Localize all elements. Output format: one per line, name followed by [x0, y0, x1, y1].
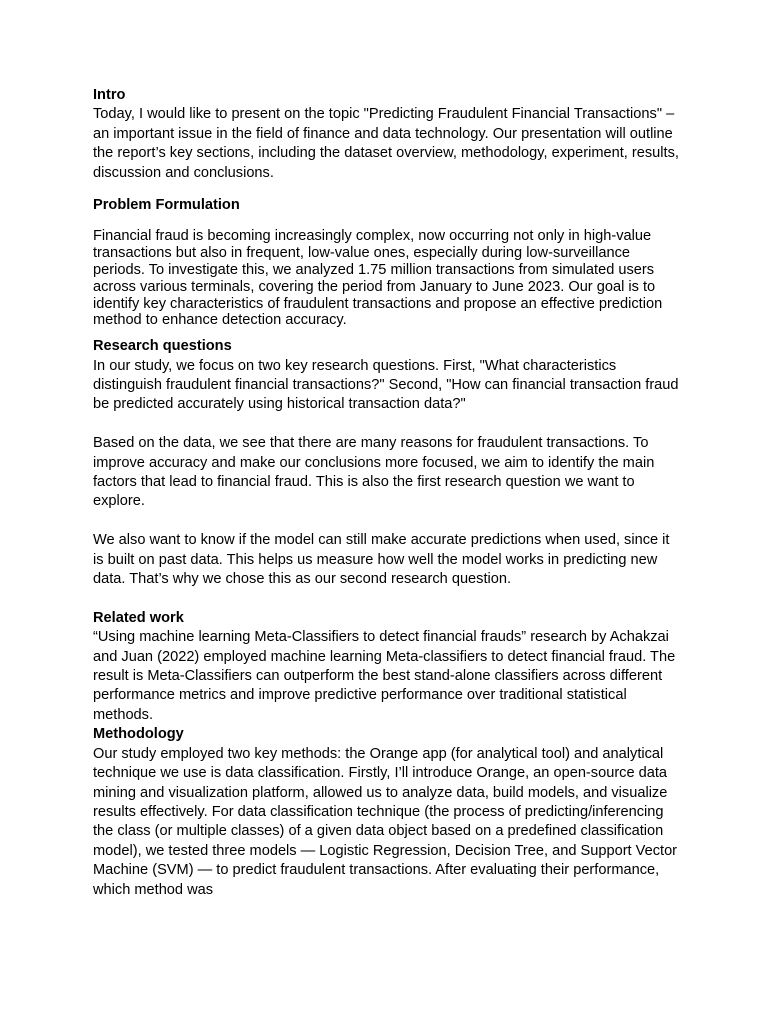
research-questions-paragraph-2: Based on the data, we see that there are many reasons for fraudulent transactions. To improve accuracy and make our conclusions more focused, we aim to identify the main factors that lead to financial fraud. This is also the first research question we want to explore.	[93, 435, 655, 510]
research-questions-paragraph-1: In our study, we focus on two key research questions. First, "What characteristics distinguish fraudulent financial transactions?" Second, "How can financial transaction fraud be predicted accurately using historical transaction data?"	[93, 357, 679, 413]
research-questions-paragraph-3: We also want to know if the model can still make accurate predictions when used, since it is built on past data. This helps us measure how well the model works in predicting new data. That’s why we chose this as our second research question.	[93, 532, 670, 588]
related-work-heading: Related work	[93, 609, 184, 626]
document-page	[93, 86, 683, 900]
research-questions-heading: Research questions	[93, 338, 232, 355]
intro-paragraph: Today, I would like to present on the topic "Predicting Fraudulent Financial Transactions" – an important issue in the field of finance and data technology. Our presentation will outline the report’s key sections, including the dataset overview, methodology, experiment, results, discussion and conclusions.	[93, 106, 679, 181]
intro-heading: Intro	[93, 87, 126, 103]
problem-formulation-paragraph: Financial fraud is becoming increasingly complex, now occurring not only in high-value transactions but also in frequent, low-value ones, especially during low-surveillance periods. To investigate this, we analyzed 1.75 million transactions from simulated users across various terminals, covering the period from January to June 2023. Our goal is to identify key characteristics of fraudulent transactions and propose an effective prediction method to enhance detection accuracy.	[93, 228, 663, 329]
related-work-paragraph: “Using machine learning Meta-Classifiers to detect financial frauds” research by Achakzai and Juan (2022) employed machine learning Meta-classifiers to detect financial fraud. The result is Meta-Classifiers can outperform the best stand-alone classifiers across different performance metrics and improve predictive performance over traditional statistical methods.	[93, 629, 676, 723]
problem-formulation-heading: Problem Formulation	[93, 197, 240, 214]
methodology-heading: Methodology	[93, 726, 184, 743]
methodology-paragraph: Our study employed two key methods: the Orange app (for analytical tool) and analytical technique we use is data classification. Firstly, I’ll introduce Orange, an open-source data mining and visualization platform, allowed us to analyze data, build models, and visualize results effectively. For data classification technique (the process of predicting/inferencing the class (or multiple classes) of a given data object based on a predefined classification model), we tested three models — Logistic Regression, Decision Tree, and Support Vector Machine (SVM) — to predict fraudulent transactions. After evaluating their performance, which method was	[93, 745, 678, 898]
